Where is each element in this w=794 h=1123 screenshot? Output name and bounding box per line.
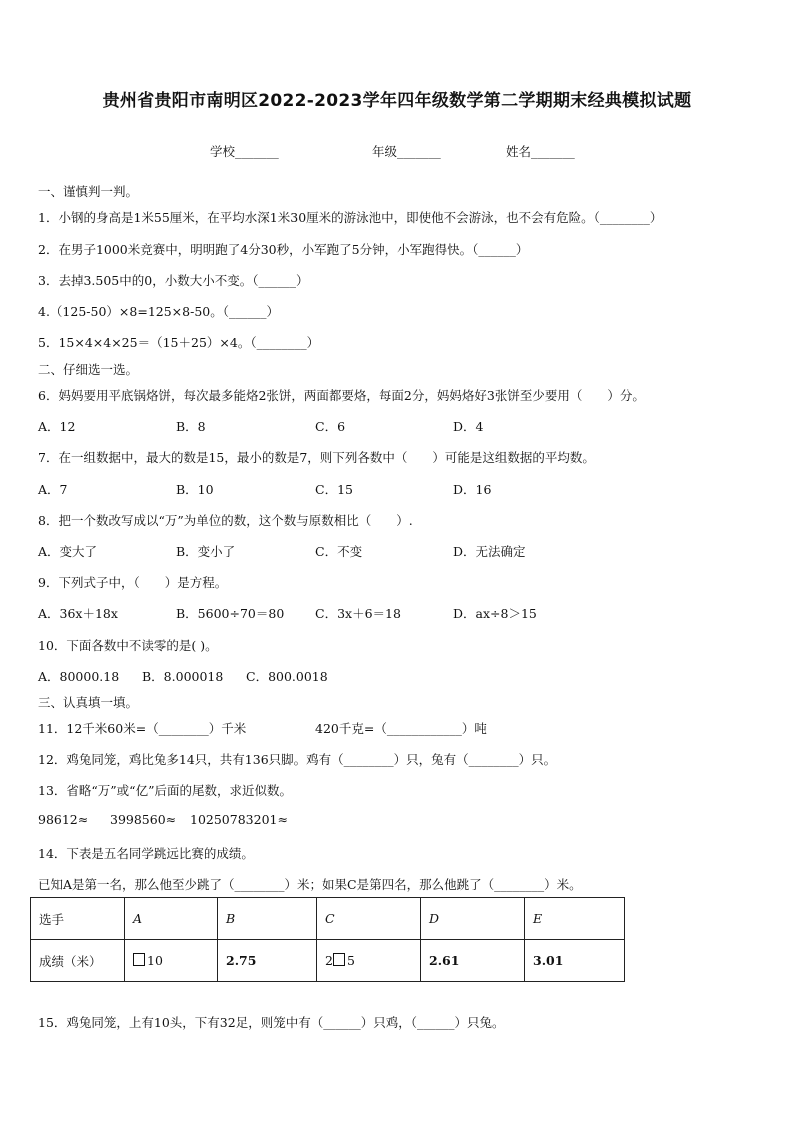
question-9: 9．下列式子中，（ ）是方程。	[38, 575, 228, 590]
question-1: 1．小钢的身高是1米55厘米，在平均水深1米30厘米的游泳池中，即使他不会游泳，也不会有危险。（________）	[38, 210, 663, 225]
table-row	[31, 940, 625, 982]
grade-field: 年级_______	[372, 144, 441, 159]
question-5: 5．15×4×4×25＝（15＋25）×4。（________）	[38, 335, 320, 350]
question-13: 13．省略“万”或“亿”后面的尾数，求近似数。	[38, 783, 292, 798]
option-8a: A．变大了	[38, 544, 98, 559]
question-3: 3．去掉3.505中的0，小数大小不变。（______）	[38, 273, 309, 288]
section-heading-3: 三、认真填一填。	[38, 695, 139, 710]
scores-table	[30, 897, 625, 982]
approx-item-2: 3998560≈	[110, 812, 177, 827]
question-11a: 11．12千米60米=（________）千米	[38, 721, 247, 736]
cell-value: 10	[147, 953, 163, 968]
option-8d: D．无法确定	[453, 544, 526, 559]
approx-item-3: 10250783201≈	[190, 812, 288, 827]
question-2: 2．在男子1000米竞赛中，明明跑了4分30秒，小军跑了5分钟，小军跑得快。（______）	[38, 242, 529, 257]
option-10c: C．800.0018	[246, 669, 328, 684]
question-12: 12．鸡兔同笼，鸡比兔多14只，共有136只脚。鸡有（________）只，兔有（________）只。	[38, 752, 557, 767]
table-header-cell: E	[525, 898, 625, 940]
table-header-cell: B	[218, 898, 317, 940]
option-7a: A．7	[38, 482, 68, 497]
cell-value: 2	[325, 953, 333, 968]
blank-box-icon	[333, 953, 345, 966]
option-6c: C．6	[315, 419, 346, 434]
option-7b: B．10	[176, 482, 214, 497]
option-10a: A．80000.18	[38, 669, 120, 684]
table-header-cell: A	[125, 898, 218, 940]
table-header-cell: 选手	[31, 898, 125, 940]
option-7c: C．15	[315, 482, 353, 497]
table-cell	[125, 940, 218, 982]
question-14-line: 已知A是第一名，那么他至少跳了（________）米；如果C是第四名，那么他跳了（________）米。	[38, 877, 582, 892]
cell-value: 5	[346, 953, 355, 968]
table-row-label: 成绩（米）	[31, 940, 125, 982]
option-9d: D．ax÷8＞15	[453, 606, 537, 621]
table-cell: 2.61	[421, 940, 525, 982]
question-4: 4.（125-50）×8=125×8-50。（______）	[38, 304, 279, 319]
table-header-cell: C	[317, 898, 421, 940]
option-7d: D．16	[453, 482, 492, 497]
question-11b: 420千克=（____________）吨	[315, 721, 487, 736]
table-cell: 3.01	[525, 940, 625, 982]
option-8b: B．变小了	[176, 544, 236, 559]
option-9c: C．3x＋6＝18	[315, 606, 401, 621]
name-field: 姓名_______	[506, 144, 575, 159]
option-9a: A．36x＋18x	[38, 606, 118, 621]
table-header-cell: D	[421, 898, 525, 940]
option-8c: C．不变	[315, 544, 363, 559]
option-9b: B．5600÷70＝80	[176, 606, 285, 621]
approx-item-1: 98612≈	[38, 812, 89, 827]
section-heading-2: 二、仔细选一选。	[38, 362, 139, 377]
question-6: 6．妈妈要用平底锅烙饼，每次最多能烙2张饼，两面都要烙，每面2分，妈妈烙好3张饼至少要用（ ）分。	[38, 388, 645, 403]
table-cell: 2.75	[218, 940, 317, 982]
option-6a: A．12	[38, 419, 76, 434]
question-15: 15．鸡兔同笼，上有10头，下有32足，则笼中有（______）只鸡，（______）只兔。	[38, 1015, 505, 1030]
question-7: 7．在一组数据中，最大的数是15，最小的数是7，则下列各数中（ ）可能是这组数据的平均数。	[38, 450, 595, 465]
table-header-row	[31, 898, 625, 940]
option-6d: D．4	[453, 419, 484, 434]
question-10: 10．下面各数中不读零的是( )。	[38, 638, 218, 653]
option-10b: B．8.000018	[142, 669, 224, 684]
blank-box-icon	[133, 953, 145, 966]
question-8: 8．把一个数改写成以“万”为单位的数，这个数与原数相比（ ）.	[38, 513, 413, 528]
school-field: 学校_______	[210, 144, 279, 159]
table-cell	[317, 940, 421, 982]
section-heading-1: 一、谨慎判一判。	[38, 184, 139, 199]
option-6b: B．8	[176, 419, 206, 434]
page-title: 贵州省贵阳市南明区2022-2023学年四年级数学第二学期期末经典模拟试题	[102, 91, 692, 111]
question-14: 14．下表是五名同学跳远比赛的成绩。	[38, 846, 254, 861]
